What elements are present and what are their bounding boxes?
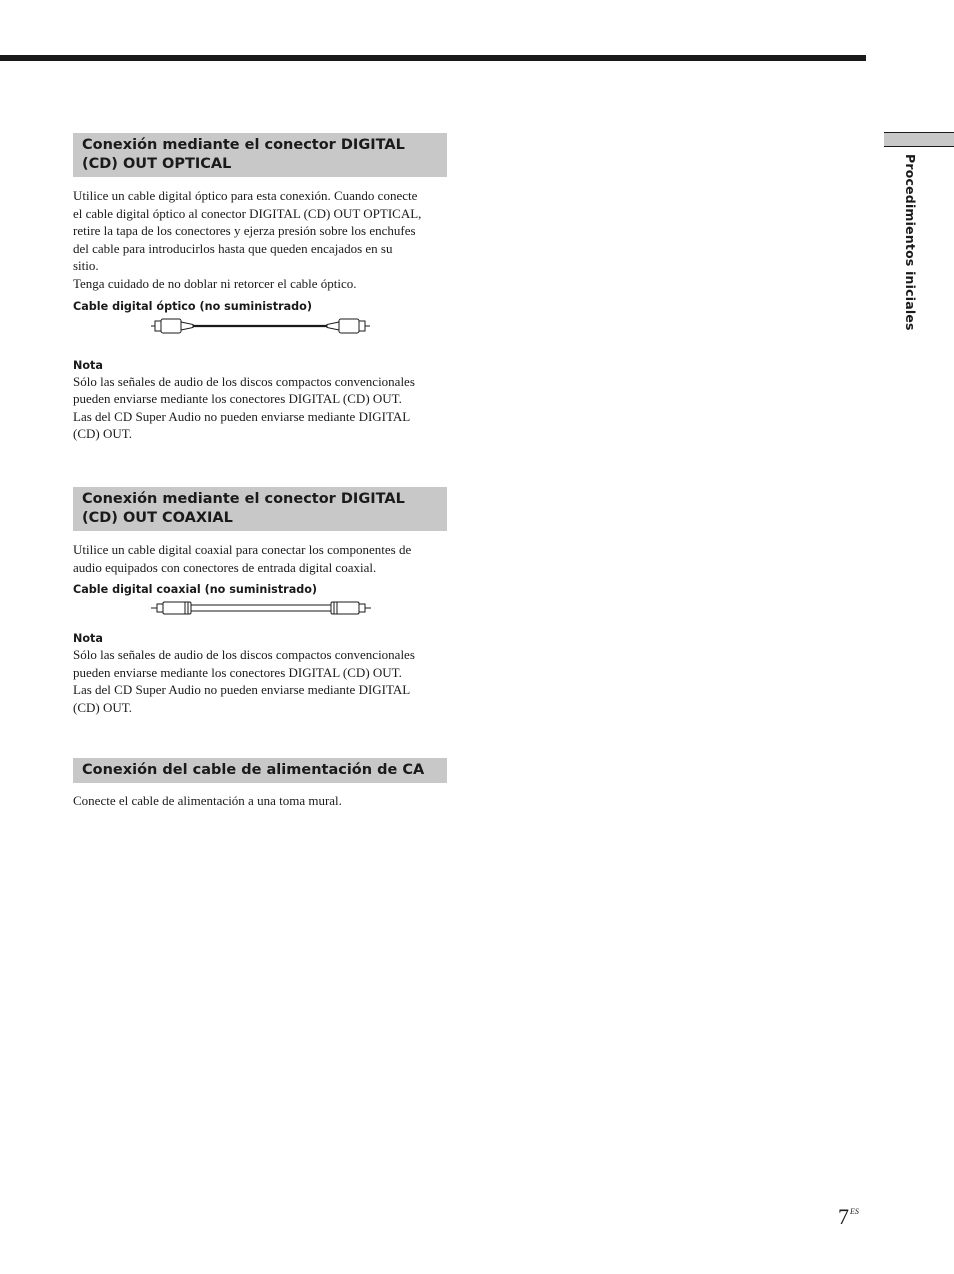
- section-heading: Conexión mediante el conector DIGITAL (CD) OUT OPTICAL: [73, 133, 447, 177]
- figure-caption: Cable digital coaxial (no suministrado): [73, 583, 318, 597]
- note-title: Nota: [73, 358, 103, 372]
- figure-caption: Cable digital óptico (no suministrado): [73, 299, 312, 313]
- section-ac-power: [73, 758, 447, 810]
- section-tab: [884, 132, 954, 147]
- body-paragraph: Conecte el cable de alimentación a una toma mural.: [73, 793, 342, 808]
- section-coaxial: [73, 487, 447, 717]
- section-optical: [73, 133, 447, 443]
- section-heading: Conexión del cable de alimentación de CA: [73, 758, 447, 783]
- top-rule: [0, 55, 866, 61]
- section-heading: Conexión mediante el conector DIGITAL (CD) OUT COAXIAL: [73, 487, 447, 531]
- note-text: Sólo las señales de audio de los discos compactos convencionales pueden enviarse mediante los conectores DIGITAL (CD) OUT. Las del CD Super Audio no pueden enviarse mediante DIGITAL (CD) OUT.: [73, 647, 415, 715]
- optical-cable-illustration: [149, 314, 373, 338]
- coaxial-cable-illustration: [149, 597, 373, 619]
- section-side-label: Procedimientos iniciales: [903, 154, 918, 331]
- page-language-suffix: ES: [850, 1207, 859, 1216]
- body-paragraph: Utilice un cable digital coaxial para conectar los componentes de audio equipados con conectores de entrada digital coaxial.: [73, 542, 412, 575]
- body-paragraph: Utilice un cable digital óptico para esta conexión. Cuando conecte el cable digital óptico al conector DIGITAL (CD) OUT OPTICAL, retire la tapa de los conectores y ejerza presión sobre los enchufes del cable para introducirlos hasta que queden encajados en su sitio. Tenga cuidado de no doblar ni retorcer el cable óptico.: [73, 188, 422, 291]
- note-title: Nota: [73, 632, 103, 646]
- page-number: $7^{ES}$: [838, 1204, 859, 1229]
- note-text: Sólo las señales de audio de los discos compactos convencionales pueden enviarse mediante los conectores DIGITAL (CD) OUT. Las del CD Super Audio no pueden enviarse mediante DIGITAL (CD) OUT.: [73, 373, 415, 442]
